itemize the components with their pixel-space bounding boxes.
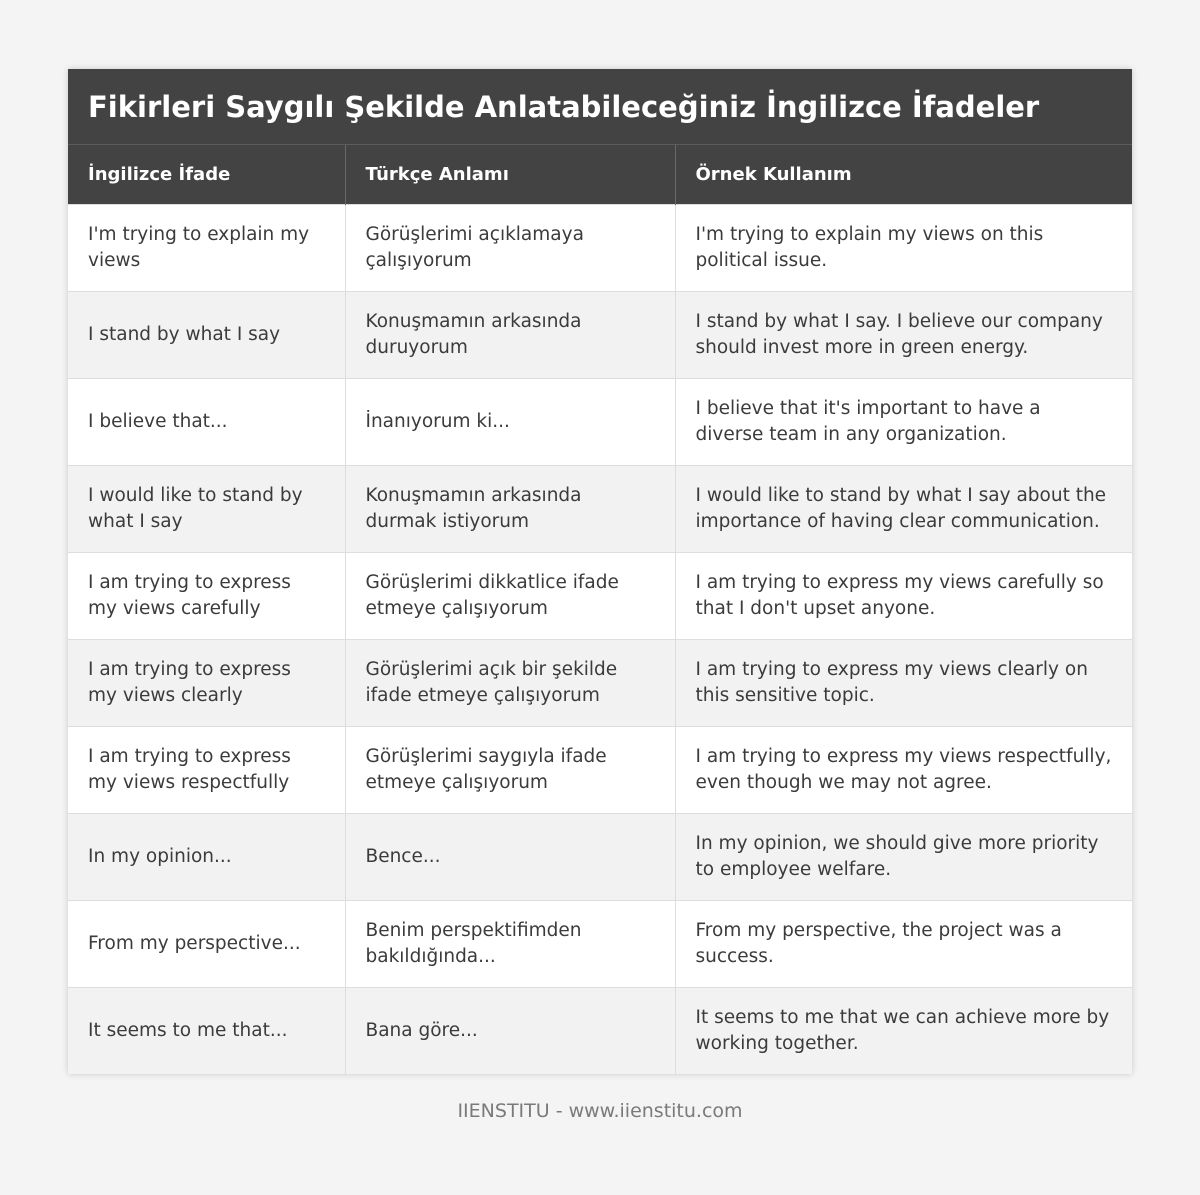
cell-example: It seems to me that we can achieve more by working together. xyxy=(675,987,1132,1074)
cell-example: I would like to stand by what I say about the importance of having clear communication. xyxy=(675,465,1132,552)
cell-english: I believe that... xyxy=(68,378,345,465)
cell-english: In my opinion... xyxy=(68,813,345,900)
cell-english: I'm trying to explain my views xyxy=(68,204,345,291)
cell-english: I am trying to express my views carefully xyxy=(68,552,345,639)
cell-example: I'm trying to explain my views on this political issue. xyxy=(675,204,1132,291)
phrase-table-card xyxy=(68,69,1132,1074)
table-title: Fikirleri Saygılı Şekilde Anlatabileceğiniz İngilizce İfadeler xyxy=(68,69,1132,145)
table-row xyxy=(68,726,1132,813)
cell-english: I stand by what I say xyxy=(68,291,345,378)
cell-turkish: Görüşlerimi açıklamaya çalışıyorum xyxy=(345,204,675,291)
cell-example: From my perspective, the project was a success. xyxy=(675,900,1132,987)
cell-turkish: Görüşlerimi açık bir şekilde ifade etmeye çalışıyorum xyxy=(345,639,675,726)
header-row xyxy=(68,145,1132,204)
table-row xyxy=(68,291,1132,378)
table-row xyxy=(68,204,1132,291)
cell-english: I would like to stand by what I say xyxy=(68,465,345,552)
cell-english: From my perspective... xyxy=(68,900,345,987)
cell-turkish: Benim perspektifimden bakıldığında... xyxy=(345,900,675,987)
cell-example: I am trying to express my views respectfully, even though we may not agree. xyxy=(675,726,1132,813)
cell-example: I stand by what I say. I believe our company should invest more in green energy. xyxy=(675,291,1132,378)
cell-english: It seems to me that... xyxy=(68,987,345,1074)
table-row xyxy=(68,552,1132,639)
cell-english: I am trying to express my views clearly xyxy=(68,639,345,726)
cell-example: I am trying to express my views clearly on this sensitive topic. xyxy=(675,639,1132,726)
cell-example: In my opinion, we should give more priority to employee welfare. xyxy=(675,813,1132,900)
cell-example: I am trying to express my views carefully so that I don't upset anyone. xyxy=(675,552,1132,639)
table-row xyxy=(68,987,1132,1074)
cell-turkish: Konuşmamın arkasında duruyorum xyxy=(345,291,675,378)
table-header xyxy=(68,145,1132,204)
table-row xyxy=(68,900,1132,987)
table-body xyxy=(68,204,1132,1074)
table-row xyxy=(68,465,1132,552)
cell-turkish: Bence... xyxy=(345,813,675,900)
cell-turkish: Görüşlerimi dikkatlice ifade etmeye çalışıyorum xyxy=(345,552,675,639)
table-row xyxy=(68,378,1132,465)
cell-turkish: Görüşlerimi saygıyla ifade etmeye çalışıyorum xyxy=(345,726,675,813)
cell-turkish: Konuşmamın arkasında durmak istiyorum xyxy=(345,465,675,552)
cell-english: I am trying to express my views respectfully xyxy=(68,726,345,813)
cell-example: I believe that it's important to have a diverse team in any organization. xyxy=(675,378,1132,465)
phrase-table xyxy=(68,145,1132,1074)
header-example: Örnek Kullanım xyxy=(675,145,1132,204)
cell-turkish: İnanıyorum ki... xyxy=(345,378,675,465)
header-english: İngilizce İfade xyxy=(68,145,345,204)
table-row xyxy=(68,639,1132,726)
header-turkish: Türkçe Anlamı xyxy=(345,145,675,204)
cell-turkish: Bana göre... xyxy=(345,987,675,1074)
table-row xyxy=(68,813,1132,900)
footer-credit: IIENSTITU - www.iienstitu.com xyxy=(457,1100,743,1122)
